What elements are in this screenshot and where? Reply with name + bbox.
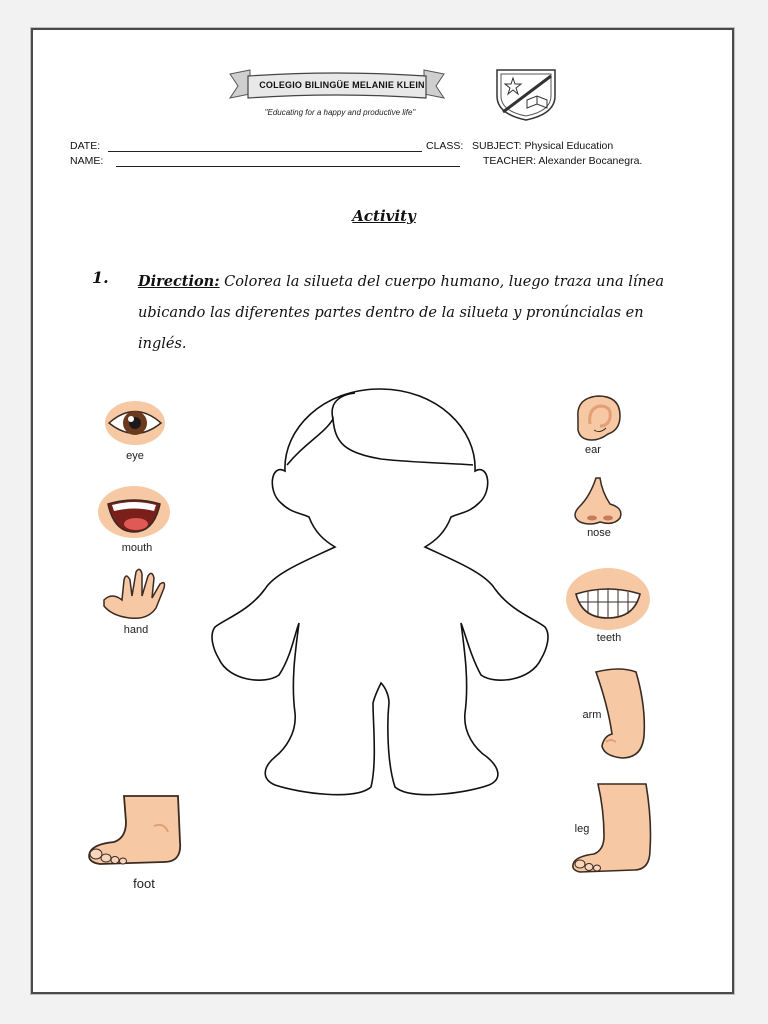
eye-label: eye <box>126 450 144 462</box>
school-motto: "Educating for a happy and productive life" <box>264 108 416 117</box>
ear-label: ear <box>585 444 601 456</box>
school-name: COLEGIO BILINGÜE MELANIE KLEIN <box>259 80 425 90</box>
nose-label: nose <box>587 527 611 539</box>
direction-label: Direction: <box>138 273 220 290</box>
foot-icon <box>84 792 190 868</box>
body-silhouette[interactable] <box>205 383 555 808</box>
mouth-label: mouth <box>121 542 153 554</box>
arm-label: arm <box>582 709 602 721</box>
ear-icon <box>570 394 624 444</box>
teeth-icon <box>564 566 652 632</box>
foot-label: foot <box>133 876 155 891</box>
name-field[interactable] <box>116 166 460 167</box>
eye-icon <box>103 398 167 448</box>
instruction-number: 1. <box>92 268 109 287</box>
nose-icon <box>570 476 626 528</box>
name-label: NAME: <box>70 155 104 167</box>
instruction-text <box>138 266 678 360</box>
activity-title: Activity <box>352 207 416 225</box>
date-label: DATE: <box>70 140 101 152</box>
mouth-icon <box>96 484 172 540</box>
date-field[interactable] <box>108 151 422 152</box>
direction-body: Colorea la silueta del cuerpo humano, luego traza una línea ubicando las diferentes partes dentro de la silueta y pronúncialas en inglés. <box>138 274 665 352</box>
teeth-label: teeth <box>596 632 622 644</box>
teacher-text: TEACHER: Alexander Bocanegra. <box>483 155 643 167</box>
hand-label: hand <box>123 624 149 636</box>
class-label: CLASS: <box>426 140 464 152</box>
school-crest-icon <box>493 66 559 122</box>
leg-label: leg <box>574 823 590 835</box>
hand-icon <box>98 566 174 622</box>
subject-text: SUBJECT: Physical Education <box>472 140 614 152</box>
